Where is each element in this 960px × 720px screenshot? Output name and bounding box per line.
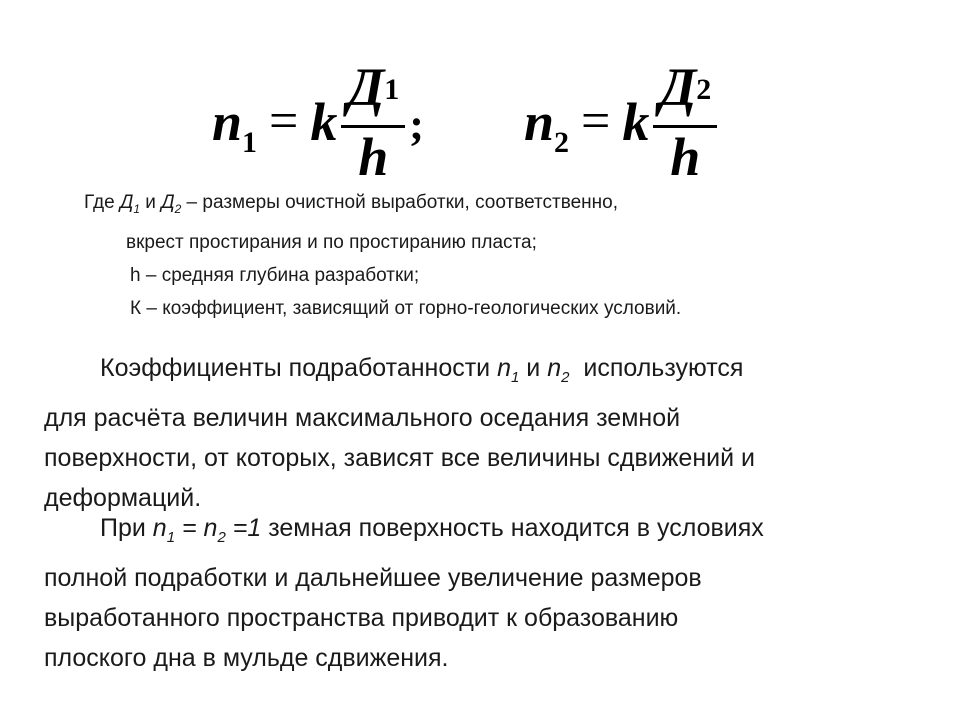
paragraph-line: При $n_1 = n_2 =1$ земная поверхность находится в условиях xyxy=(100,514,764,546)
paragraph-line: поверхности, от которых, зависят все величины сдвижений и xyxy=(44,444,755,472)
paragraph-line: плоского дна в мульде сдвижения. xyxy=(44,644,449,672)
formula-n1-k: k xyxy=(310,92,338,152)
var-d1: $Д_1$ xyxy=(119,192,141,216)
formula-n1-semicolon: ; xyxy=(409,99,424,149)
definition-h: h – средняя глубина разработки; xyxy=(130,264,420,286)
paragraph-line: Коэффициенты подработанности $n_1$ и $n_2$ используются xyxy=(100,354,744,386)
definition-d1-d2-cont: вкрест простирания и по простиранию пласта; xyxy=(126,231,537,253)
paragraph-full-subsidence xyxy=(44,508,924,678)
variable-definitions xyxy=(84,186,904,325)
var-n1: $n_1$ xyxy=(497,354,520,386)
formula-n1-lhs: $n_1$ xyxy=(212,92,258,159)
var-n1: $n_1$ xyxy=(152,514,176,546)
formula-n2 xyxy=(524,57,717,187)
formula-n2-k: k xyxy=(622,92,650,152)
paragraph-line: полной подработки и дальнейшее увеличение размеров xyxy=(44,564,702,592)
formula-n2-numerator: Д2 xyxy=(659,57,712,117)
var-n2: $n_2$ xyxy=(203,514,226,546)
formula-n1-numerator: Д1 xyxy=(347,57,400,117)
formula-n2-lhs: $n_2$ xyxy=(524,92,570,159)
formula-n2-equals: = xyxy=(581,93,611,150)
formula-n2-fraction xyxy=(653,57,717,187)
paragraph-line: для расчёта величин максимального оседания земной xyxy=(44,404,681,432)
paragraph-line: деформаций. xyxy=(44,484,202,512)
formula-n1-denominator: h xyxy=(358,127,389,187)
paragraph-line: выработанного пространства приводит к образованию xyxy=(44,604,679,632)
formula-n1-equals: = xyxy=(269,93,299,150)
definition-k: К – коэффициент, зависящий от горно-геологических условий. xyxy=(130,297,682,319)
formula-n1-fraction xyxy=(341,57,405,187)
formula-n1 xyxy=(212,57,424,187)
definition-d1-d2: Где $Д_1$ и $Д_2$ – размеры очистной выработки, соответственно, xyxy=(84,192,619,216)
var-d2: $Д_2$ xyxy=(161,192,182,216)
var-n2: $n_2$ xyxy=(547,354,570,386)
formula-n2-denominator: h xyxy=(670,127,701,187)
paragraph-coefficients xyxy=(44,348,924,518)
